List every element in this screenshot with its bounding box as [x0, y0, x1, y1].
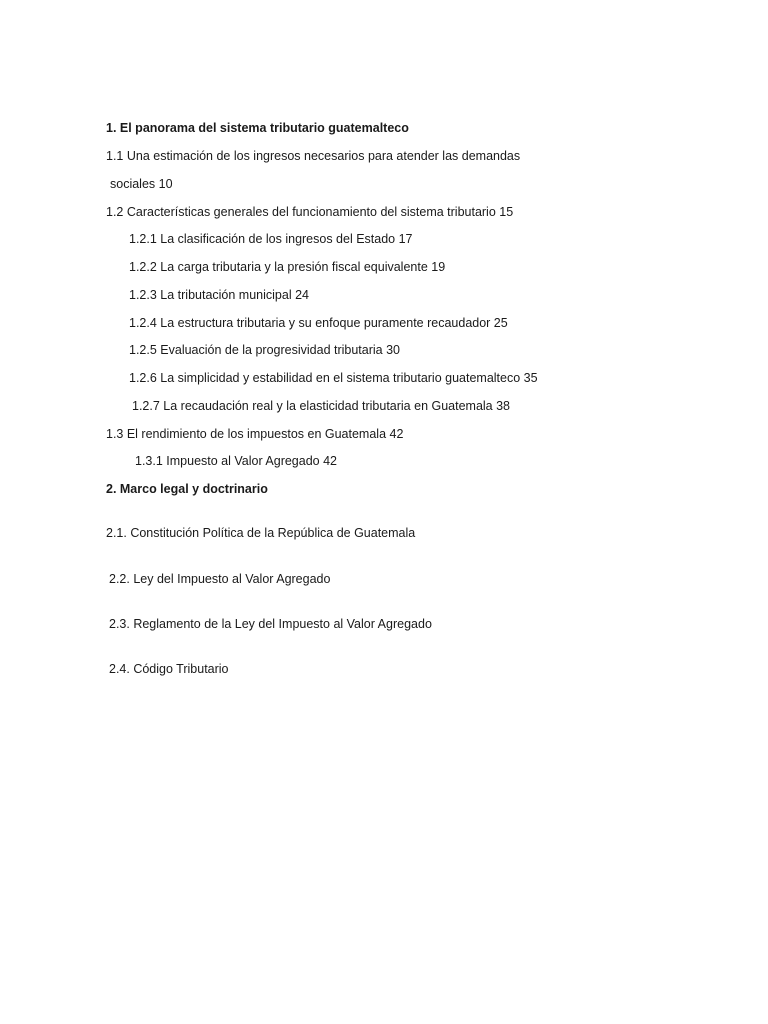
- toc-entry-1-2-7: 1.2.7 La recaudación real y la elasticidad tributaria en Guatemala 38: [132, 399, 511, 413]
- toc-entry-1-1-continuation: sociales 10: [110, 177, 173, 191]
- toc-entry-2-1: 2.1. Constitución Política de la República de Guatemala: [106, 526, 416, 540]
- toc-entry-1-1: 1.1 Una estimación de los ingresos necesarios para atender las demandas: [106, 149, 521, 163]
- toc-entry-1-2-4: 1.2.4 La estructura tributaria y su enfoque puramente recaudador 25: [129, 316, 508, 330]
- toc-entry-2-2: 2.2. Ley del Impuesto al Valor Agregado: [109, 572, 331, 586]
- toc-entry-1-2-5: 1.2.5 Evaluación de la progresividad tributaria 30: [129, 343, 401, 357]
- toc-entry-1-2-1: 1.2.1 La clasificación de los ingresos del Estado 17: [129, 232, 413, 246]
- toc-entry-1-3-1: 1.3.1 Impuesto al Valor Agregado 42: [135, 454, 337, 468]
- toc-entry-1-2-3: 1.2.3 La tributación municipal 24: [129, 288, 309, 302]
- toc-entry-1-2-6: 1.2.6 La simplicidad y estabilidad en el sistema tributario guatemalteco 35: [129, 371, 538, 385]
- toc-entry-1-2: 1.2 Características generales del funcionamiento del sistema tributario 15: [106, 205, 514, 219]
- toc-entry-2-3: 2.3. Reglamento de la Ley del Impuesto al Valor Agregado: [109, 617, 432, 631]
- toc-entry-2-4: 2.4. Código Tributario: [109, 662, 229, 676]
- toc-entry-1-3: 1.3 El rendimiento de los impuestos en Guatemala 42: [106, 427, 404, 441]
- toc-entry-1-2-2: 1.2.2 La carga tributaria y la presión fiscal equivalente 19: [129, 260, 446, 274]
- section-2-heading: 2. Marco legal y doctrinario: [106, 482, 268, 496]
- section-1-heading: 1. El panorama del sistema tributario guatemalteco: [106, 121, 409, 135]
